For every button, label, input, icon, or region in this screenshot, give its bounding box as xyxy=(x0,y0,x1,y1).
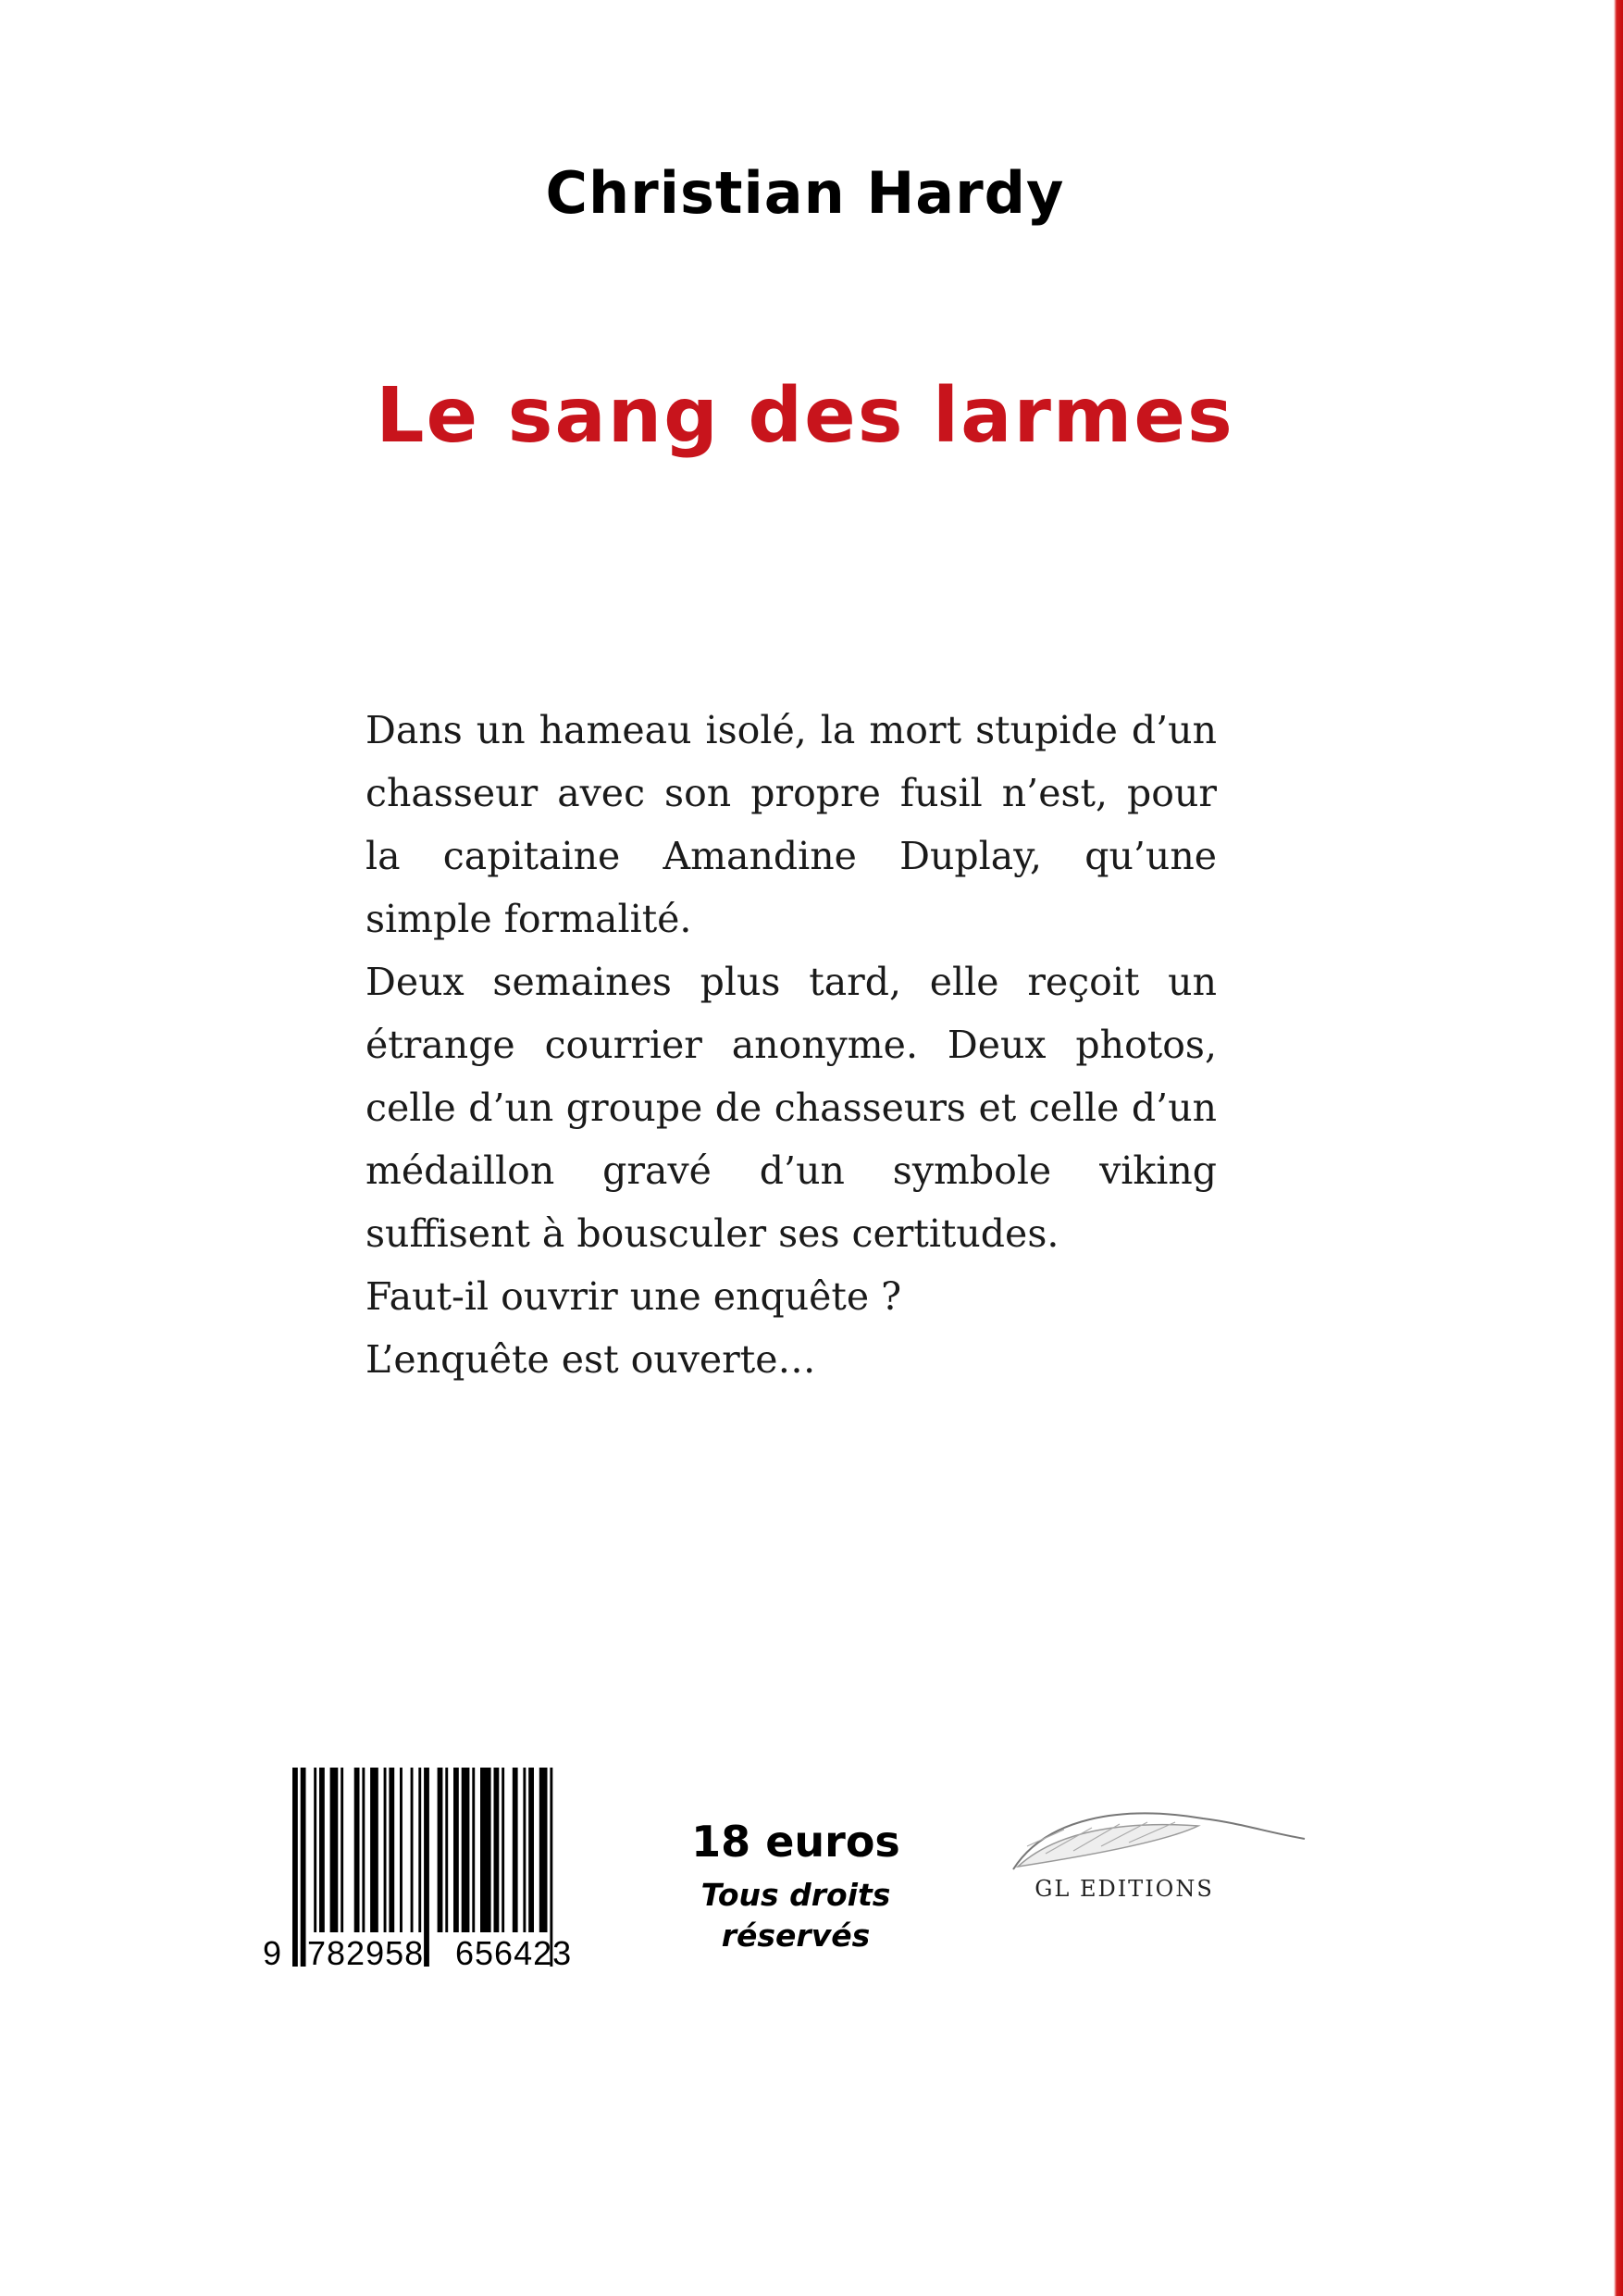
barcode-bar xyxy=(418,1768,421,1932)
barcode-bar xyxy=(400,1768,403,1932)
barcode-left-digits: 782958 xyxy=(307,1934,425,1972)
barcode-bar xyxy=(528,1768,534,1932)
back-cover-blurb xyxy=(365,699,1217,1391)
barcode-bar xyxy=(472,1768,475,1932)
barcode-bar xyxy=(341,1768,343,1932)
blurb-paragraph: Deux semaines plus tard, elle reçoit un étrange courrier anonyme. Deux photos, celle d’un groupe de chasseurs et celle d’un médaillon gravé d’un symbole viking suffisent à bousculer ses certitudes. xyxy=(365,960,1217,1256)
publisher-logo xyxy=(1009,1781,1314,1930)
barcode-right-digits: 656423 xyxy=(455,1934,573,1972)
barcode-bar xyxy=(453,1768,459,1932)
barcode-first-digit: 9 xyxy=(263,1934,282,1972)
blurb-paragraph: L’enquête est ouverte… xyxy=(365,1337,816,1382)
spine-edge xyxy=(1614,0,1623,2296)
barcode-bar xyxy=(314,1768,316,1932)
barcode-bar xyxy=(539,1768,548,1932)
isbn-barcode xyxy=(259,1768,629,1976)
rights-notice: Tous droits réservés xyxy=(700,1877,891,1954)
barcode-bar xyxy=(502,1768,504,1932)
barcode-bar xyxy=(462,1768,470,1932)
barcode-bar xyxy=(494,1768,500,1932)
blurb-paragraph: Dans un hameau isolé, la mort stupide d’un chasseur avec son propre fusil n’est, pour la capitaine Amandine Duplay, qu’une simple formalité. xyxy=(365,708,1217,941)
price-label: 18 euros xyxy=(691,1817,900,1867)
barcode-bar xyxy=(480,1768,491,1932)
barcode-bar xyxy=(445,1768,448,1932)
barcode-bar xyxy=(319,1768,325,1932)
publisher-name: GL EDITIONS xyxy=(1035,1876,1214,1902)
barcode-bar xyxy=(384,1768,387,1932)
barcode-bar xyxy=(362,1768,365,1932)
barcode-bar xyxy=(301,1768,306,1967)
barcode-bar xyxy=(438,1768,443,1932)
blurb-paragraph: Faut-il ouvrir une enquête ? xyxy=(365,1274,902,1319)
barcode-bar xyxy=(292,1768,298,1967)
barcode-bar xyxy=(354,1768,360,1932)
barcode-bar xyxy=(523,1768,526,1932)
barcode-bar xyxy=(330,1768,339,1932)
barcode-bar xyxy=(424,1768,429,1967)
author-name: Christian Hardy xyxy=(545,159,1065,227)
book-title: Le sang des larmes xyxy=(376,372,1234,460)
barcode-bar xyxy=(513,1768,518,1932)
barcode-bar xyxy=(411,1768,414,1932)
barcode-bar xyxy=(389,1768,394,1932)
barcode-bar xyxy=(370,1768,378,1932)
feather-icon xyxy=(1009,1781,1314,1883)
